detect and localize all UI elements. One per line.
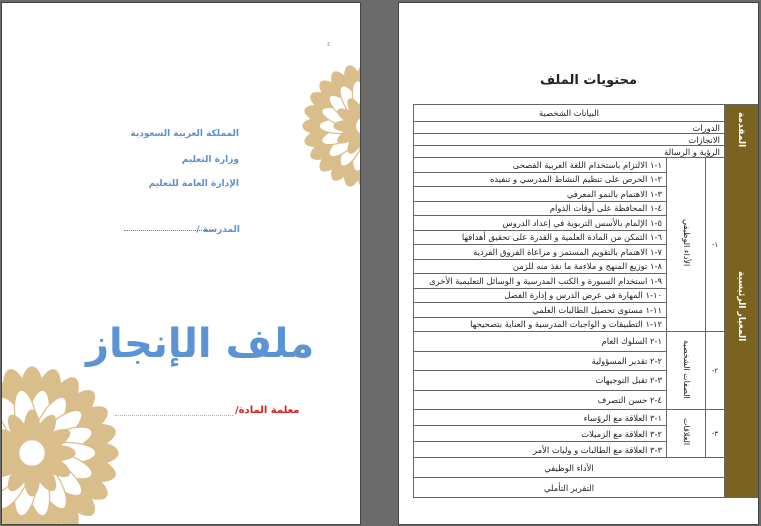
contents-item <box>414 478 725 498</box>
rosette-bottom-left <box>1 363 122 525</box>
contents-item-text: ٤-١ المحافظة على أوقات الدوام <box>549 203 662 214</box>
contents-item-text: ٨-١ توزيع المنهج و ملاءمة ما نفذ منه للزمن <box>512 261 662 272</box>
contents-item <box>414 274 667 289</box>
group-number <box>706 332 725 410</box>
main-criteria-label-text: المعيار الرئيسية <box>736 271 746 342</box>
contents-item-text: ١١-١ مستوى تحصيل الطالبات العلمي <box>532 304 662 315</box>
section-marker <box>725 478 758 498</box>
contents-item <box>414 426 667 442</box>
contents-item <box>414 317 667 332</box>
contents-row <box>414 146 758 158</box>
group-number <box>706 410 725 458</box>
contents-row <box>414 105 758 122</box>
contents-item-text: ٣-٣ العلاقة مع الطالبات و وليات الأمر <box>533 444 662 455</box>
contents-item <box>414 134 725 146</box>
contents-item <box>414 216 667 231</box>
contents-item-text: ٢-٢ تقدير المسؤولية <box>591 355 662 366</box>
ministry-name: وزارة التعليم <box>181 155 239 165</box>
contents-page <box>398 2 759 525</box>
contents-row <box>414 332 758 352</box>
group-label <box>667 158 706 332</box>
contents-item <box>414 187 667 202</box>
intro-section-label <box>725 105 758 158</box>
contents-item-text: ١٠-١ المهارة في عرض الدرس و إدارة الفصل <box>504 290 662 301</box>
group-label <box>667 332 706 410</box>
kingdom-name: المملكة العربية السعودية <box>130 129 239 139</box>
cover-page <box>1 2 361 525</box>
administration-name: الإدارة العامة للتعليم <box>148 179 239 189</box>
contents-item-text: ١-٢ السلوك العام <box>601 336 662 347</box>
teacher-dotted-line <box>115 415 233 416</box>
group-label <box>667 410 706 458</box>
cover-title: ملف الإنجاز <box>86 321 315 367</box>
contents-item <box>414 351 667 371</box>
contents-row <box>414 478 758 498</box>
contents-item-text: الرؤية و الرسالة <box>664 146 720 157</box>
contents-title: محتويات الملف <box>539 73 638 88</box>
school-label: المدرسة / <box>196 225 240 235</box>
contents-item <box>414 105 725 122</box>
contents-row <box>414 158 758 173</box>
contents-table <box>413 104 758 498</box>
contents-item-text: ١٢-١ التطبيقات و الواجبات المدرسية و العناية بتصحيحها <box>470 319 662 330</box>
group-number-text: ١- <box>711 240 719 249</box>
group-number-text: ٣- <box>711 429 719 438</box>
contents-item-text: الأداء الوظيفي <box>544 462 594 473</box>
contents-item <box>414 288 667 303</box>
contents-item-text: البيانات الشخصية <box>539 108 599 118</box>
group-number <box>706 158 725 332</box>
contents-item-text: ٣-٢ تقبل التوجيهات <box>595 375 662 386</box>
contents-item <box>414 259 667 274</box>
intro-section-label-text: المقدمة <box>736 112 746 148</box>
school-dotted-line <box>124 230 212 231</box>
contents-item <box>414 201 667 216</box>
contents-row <box>414 458 758 478</box>
contents-row <box>414 134 758 146</box>
page-marker: ٤ <box>327 41 331 48</box>
group-label-text: العلاقات <box>682 418 691 446</box>
main-criteria-label <box>725 158 758 458</box>
contents-item <box>414 172 667 187</box>
contents-item-text: ١-٣ العلاقة مع الرؤساء <box>583 412 662 423</box>
contents-item-text: ٤-٢ حسن التصرف <box>597 394 662 405</box>
contents-item <box>414 458 725 478</box>
contents-item-text: ١-١ الالتزام باستخدام اللغة العربية الفصحى <box>512 159 662 170</box>
group-label-text: الأداء الوظيفي <box>682 219 691 267</box>
contents-item <box>414 410 667 426</box>
contents-item-text: الدورات <box>692 122 720 133</box>
teacher-label: معلمة المادة/ <box>235 405 300 416</box>
contents-item <box>414 158 667 173</box>
contents-item-text: ٧-١ الاهتمام بالتقويم المستمر و مراعاة الفروق الفردية <box>473 246 662 257</box>
contents-item-text: ٢-٣ العلاقة مع الزميلات <box>581 428 662 439</box>
contents-item <box>414 245 667 260</box>
contents-item-text: الانجازات <box>688 134 720 145</box>
contents-item-text: ٣-١ الاهتمام بالنمو المعرفي <box>566 188 662 199</box>
contents-item <box>414 303 667 318</box>
group-number-text: ٢- <box>711 366 719 375</box>
contents-item <box>414 442 667 458</box>
contents-item-text: ٥-١ الإلمام بالأسس التربوية في إعداد الدروس <box>502 217 662 228</box>
contents-item <box>414 230 667 245</box>
group-label-text: الصفات الشخصية <box>682 339 691 399</box>
contents-item-text: ٢-١ الحرص على تنظيم النشاط المدرسي و تنفيذه <box>489 174 662 185</box>
contents-item-text: ٦-١ التمكن من المادة العلمية و القدرة على تحقيق أهدافها <box>461 232 662 243</box>
contents-item-text: التقرير التأملي <box>543 482 595 493</box>
contents-row <box>414 410 758 426</box>
contents-item <box>414 122 725 134</box>
contents-item <box>414 371 667 391</box>
contents-item-text: ٩-١ استخدام السبورة و الكتب المدرسية و الوسائل التعليمية الأخرى <box>429 275 662 286</box>
section-marker <box>725 458 758 478</box>
rosette-top-right <box>300 61 361 191</box>
contents-row <box>414 122 758 134</box>
contents-item <box>414 332 667 352</box>
contents-item <box>414 390 667 410</box>
contents-item <box>414 146 725 158</box>
